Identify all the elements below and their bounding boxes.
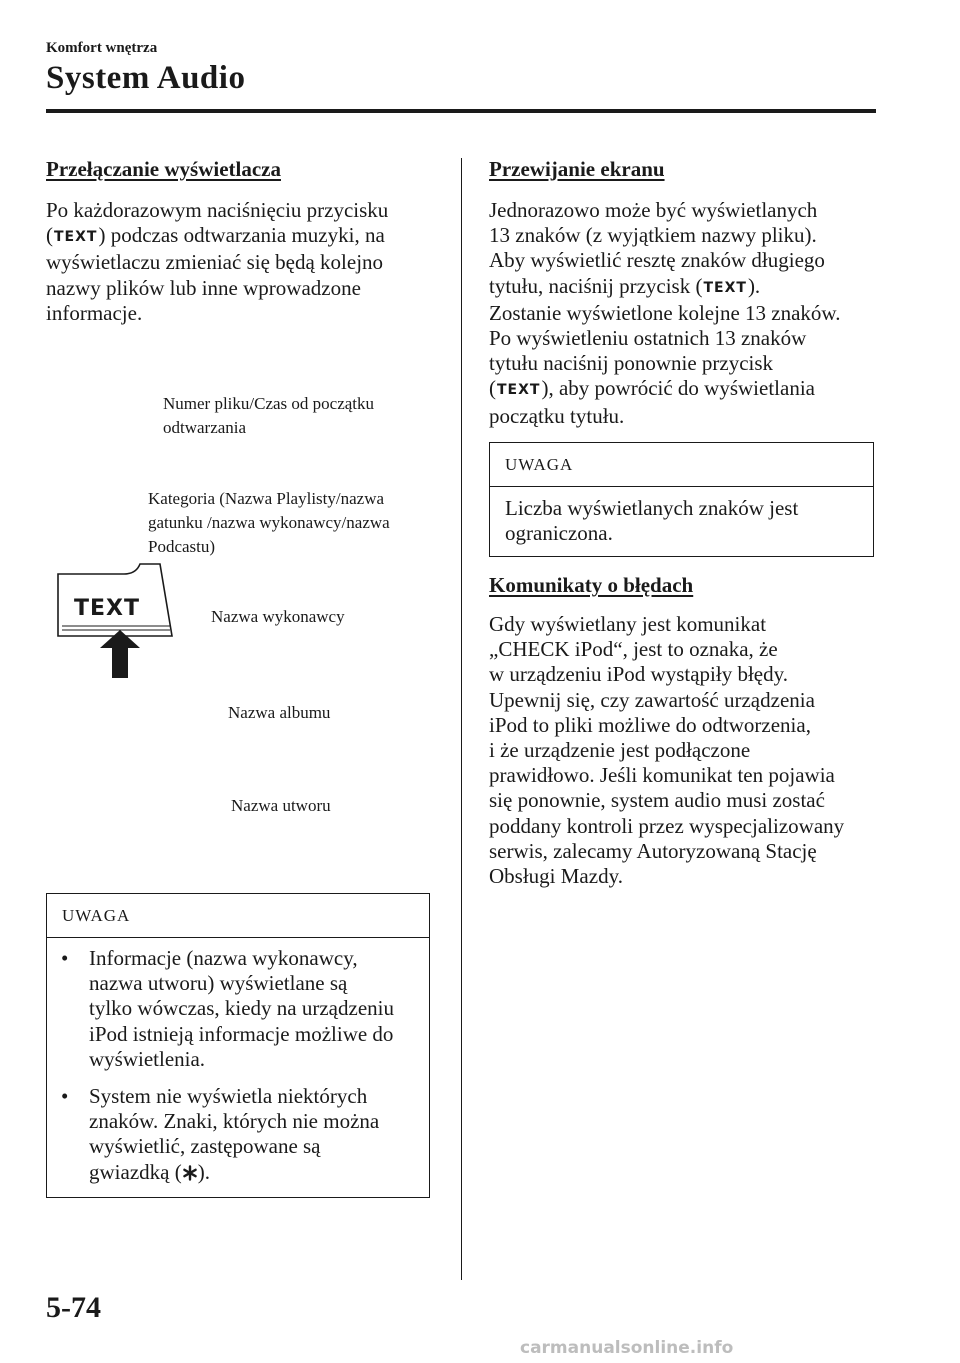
intro-rest: ) podczas odtwarzania muzyki, na (98, 223, 385, 248)
scroll-line-post: ), aby powrócić do wyświetlania (541, 376, 815, 401)
section-label: Komfort wnętrza (46, 40, 158, 56)
diagram-label-line: Podcastu) (148, 537, 216, 556)
text-button-icon: TEXT (703, 279, 747, 296)
page-title: System Audio (46, 60, 246, 96)
error-line: iPod to pliki możliwe do odtworzenia, (489, 712, 811, 737)
text-button-label: TEXT (74, 596, 141, 621)
note-body (47, 938, 429, 1185)
text-button-illustration (50, 560, 190, 680)
asterisk-icon (182, 1165, 198, 1181)
note-line: ograniczona. (505, 521, 613, 546)
note-line: znaków. Znaki, których nie można (89, 1109, 380, 1134)
note-line: Liczba wyświetlanych znaków jest (505, 496, 799, 520)
diagram-label-album: Nazwa albumu (228, 703, 331, 722)
note-line: wyświetlenia. (89, 1046, 206, 1071)
diagram-label-category (148, 487, 390, 559)
error-line: i że urządzenie jest podłączone (489, 738, 751, 763)
title-rule (46, 109, 876, 113)
note-body (490, 487, 873, 546)
note-line-post: ). (197, 1159, 210, 1184)
diagram-label-line: Kategoria (Nazwa Playlisty/nazwa (148, 489, 385, 508)
text-button-icon: TEXT (54, 229, 98, 246)
diagram-label-artist: Nazwa wykonawcy (211, 607, 345, 626)
note-line (89, 1160, 429, 1185)
scroll-line (489, 376, 889, 403)
error-line: prawidłowo. Jeśli komunikat ten pojawia (489, 763, 835, 788)
diagram-label-line: odtwarzania (163, 418, 247, 437)
scroll-line: 13 znaków (z wyjątkiem nazwy pliku). (489, 223, 817, 248)
scroll-line-pre: tytułu, naciśnij przycisk ( (489, 273, 703, 298)
intro-line: wyświetlaczu zmieniać się będą kolejno (46, 250, 384, 275)
watermark: carmanualsonline.info (520, 1338, 734, 1358)
note-line: tylko wówczas, kiedy na urządzeniu (89, 996, 394, 1021)
note-bullet (47, 1084, 429, 1185)
heading-display-switch: Przełączanie wyświetlacza (46, 157, 281, 181)
note-line: nazwa utworu) wyświetlane są (89, 971, 348, 996)
bullet-icon: • (61, 946, 69, 970)
note-title: UWAGA (47, 894, 429, 938)
intro-line (46, 223, 446, 250)
error-line: Obsługi Mazdy. (489, 864, 623, 889)
error-line: „CHECK iPod“, jest to oznaka, że (489, 637, 778, 662)
scroll-line: Aby wyświetlić resztę znaków długiego (489, 248, 825, 273)
bullet-icon: • (61, 1084, 69, 1109)
note-line-pre: gwiazdką ( (89, 1159, 182, 1184)
column-divider (461, 158, 462, 1280)
error-line: poddany kontroli przez wyspecjalizowany (489, 813, 845, 838)
scroll-line: Jednorazowo może być wyświetlanych (489, 198, 818, 222)
scroll-paragraph (489, 198, 889, 429)
error-line: serwis, zalecamy Autoryzowaną Stację (489, 838, 817, 863)
error-paragraph (489, 612, 899, 889)
scroll-line (489, 274, 889, 301)
scroll-line-post: ). (747, 273, 761, 298)
intro-line: Po każdorazowym naciśnięciu przycisku (46, 198, 389, 222)
diagram-label-file-number (163, 392, 374, 440)
intro-line: nazwy plików lub inne wprowadzone (46, 275, 361, 300)
note-box-right (489, 442, 874, 557)
intro-paragraph (46, 198, 446, 326)
text-button-icon: TEXT (497, 382, 541, 399)
note-line: System nie wyświetla niektórych (89, 1084, 368, 1109)
diagram-label-line: Numer pliku/Czas od początku (163, 394, 375, 413)
error-line: w urządzeniu iPod wystąpiły błędy. (489, 662, 788, 687)
note-box-left (46, 893, 430, 1198)
note-title: UWAGA (490, 443, 873, 487)
intro-line: informacje. (46, 300, 143, 325)
error-line: Upewnij się, czy zawartość urządzenia (489, 687, 815, 712)
diagram-label-track: Nazwa utworu (231, 796, 331, 815)
page-number: 5-74 (46, 1291, 101, 1324)
heading-error-messages: Komunikaty o błędach (489, 573, 694, 597)
scroll-line: początku tytułu. (489, 403, 625, 428)
heading-scroll-screen: Przewijanie ekranu (489, 157, 665, 181)
scroll-line: Zostanie wyświetlone kolejne 13 znaków. (489, 300, 841, 325)
note-line: Informacje (nazwa wykonawcy, (89, 946, 358, 970)
scroll-line: Po wyświetleniu ostatnich 13 znaków (489, 326, 807, 351)
note-line: wyświetlić, zastępowane są (89, 1134, 321, 1159)
paren-open: ( (46, 223, 53, 248)
scroll-line-pre: ( (489, 376, 496, 401)
diagram-label-line: gatunku /nazwa wykonawcy/nazwa (148, 513, 390, 532)
scroll-line: tytułu naciśnij ponownie przycisk (489, 351, 774, 376)
note-line: iPod istnieją informacje możliwe do (89, 1021, 394, 1046)
error-line: Gdy wyświetlany jest komunikat (489, 612, 767, 636)
error-line: się ponownie, system audio musi zostać (489, 788, 825, 813)
note-bullet (47, 946, 429, 1072)
